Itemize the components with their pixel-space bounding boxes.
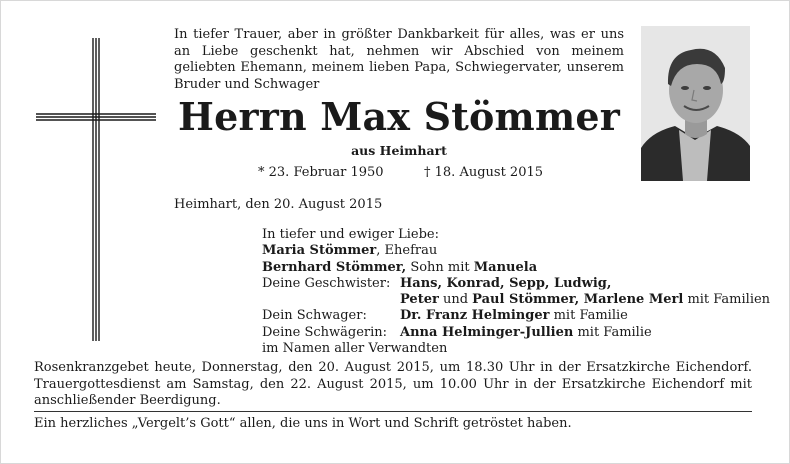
mourner-siblings-cont: [262, 292, 770, 308]
siblings-families: mit Familien: [683, 292, 771, 308]
siblings-peter: Peter: [400, 292, 439, 308]
deceased-name: Herrn Max Stömmer: [178, 94, 620, 139]
cross-icon: [36, 38, 156, 341]
deceased-origin: aus Heimhart: [351, 143, 447, 158]
son-name: Bernhard Stömmer,: [262, 259, 407, 275]
siblings-label: Deine Geschwister:: [262, 275, 391, 291]
wife-role: , Ehefrau: [376, 243, 438, 259]
siblings-paul: Paul Stömmer, Marlene Merl: [472, 292, 684, 308]
son-partner: Manuela: [473, 259, 538, 275]
brother-in-law-name: Dr. Franz Helminger: [400, 308, 550, 324]
sister-in-law-label: Deine Schwägerin:: [262, 324, 388, 340]
mourners-list: [262, 227, 770, 357]
mourner-son: [262, 260, 770, 276]
sister-in-law-name: Anna Helminger-Jullien: [400, 324, 574, 340]
portrait-photo: [641, 26, 750, 181]
sister-in-law-family: mit Familie: [573, 324, 652, 340]
mourner-wife: [262, 243, 770, 259]
mourner-brother-in-law: [262, 308, 770, 324]
siblings-and: und: [438, 292, 473, 308]
service-notice: Rosenkranzgebet heute, Donnerstag, den 20. August 2015, um 18.30 Uhr in der Ersatzkirche Eichendorf. Trauergottesdienst am Samstag, den 22. August 2015, um 10.00 Uhr in der Ersatzkirche Eichendorf mit anschließender Beerdigung.: [34, 360, 752, 408]
siblings-line1: Hans, Konrad, Sepp, Ludwig,: [400, 275, 612, 291]
mourners-heading: In tiefer und ewiger Liebe:: [262, 227, 439, 242]
birth-date: * 23. Februar 1950: [258, 165, 384, 180]
wife-name: Maria Stömmer: [262, 243, 377, 259]
brother-in-law-label: Dein Schwager:: [262, 308, 367, 324]
death-date: † 18. August 2015: [424, 165, 544, 180]
thanks-line: Ein herzliches „Vergelt’s Gott“ allen, die uns in Wort und Schrift getröstet haben.: [34, 416, 572, 431]
brother-in-law-family: mit Familie: [549, 308, 628, 324]
intro-text: In tiefer Trauer, aber in größter Dankbarkeit für alles, was er uns an Liebe geschenkt hat, nehmen wir Abschied von meinem geliebten Ehemann, meinem lieben Papa, Schwiegervater, unserem Bruder und Schwager: [174, 27, 624, 92]
mourners-relatives: im Namen aller Verwandten: [262, 341, 448, 357]
mourner-siblings: [262, 276, 770, 292]
son-mid: Sohn mit: [406, 259, 474, 275]
mourner-sister-in-law: [262, 325, 770, 341]
divider: [34, 411, 752, 412]
place-date: Heimhart, den 20. August 2015: [174, 197, 383, 212]
